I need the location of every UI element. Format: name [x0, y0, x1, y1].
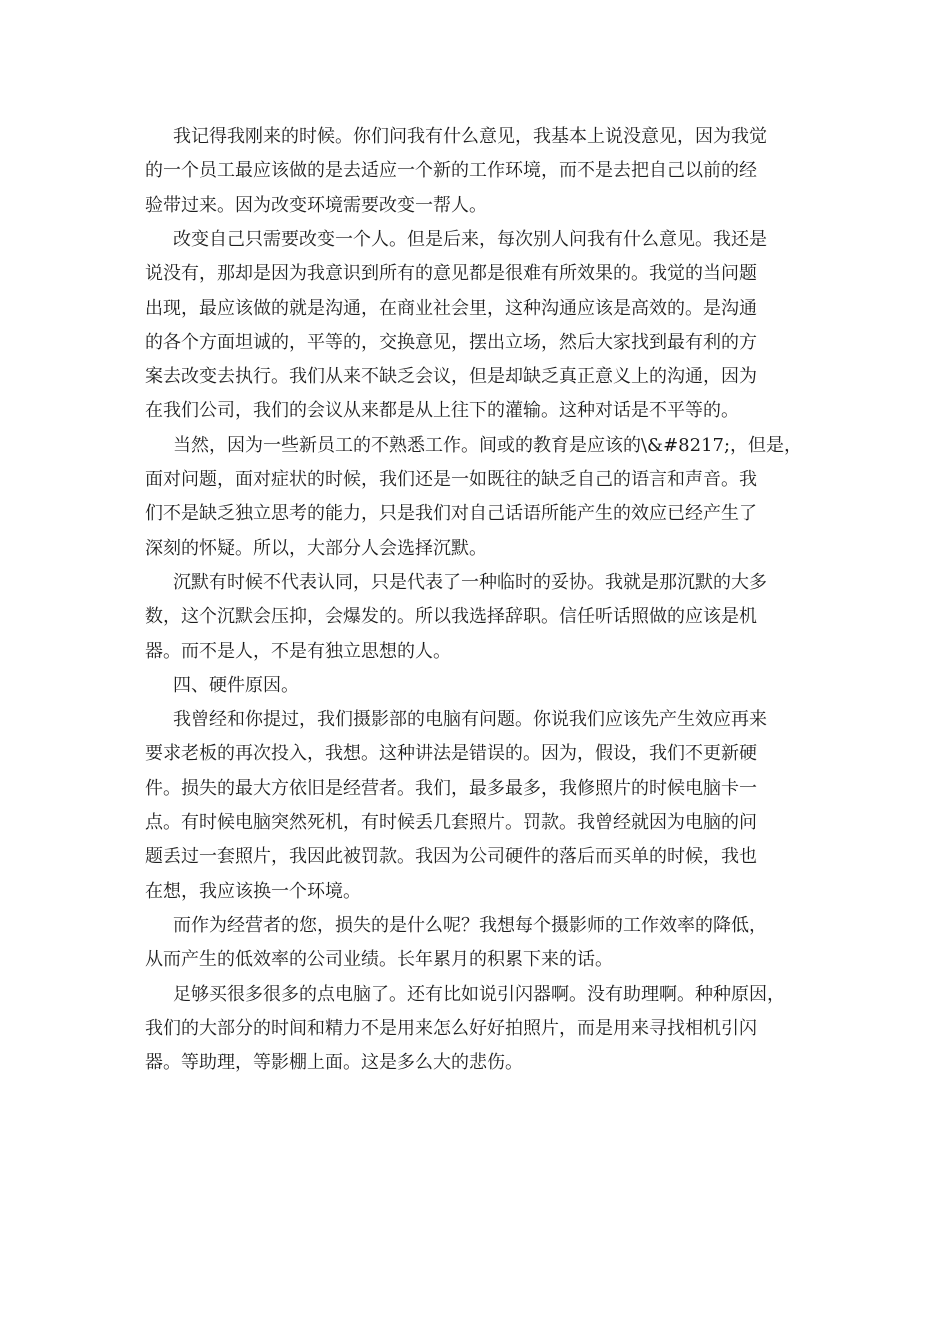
text-line: 沉默有时候不代表认同，只是代表了一种临时的妥协。我就是那沉默的大多 — [173, 571, 767, 593]
text-line: 在我们公司，我们的会议从来都是从上往下的灌输。这种对话是不平等的。 — [145, 400, 739, 422]
text-line: 们不是缺乏独立思考的能力，只是我们对自己话语所能产生的效应已经产生了 — [145, 503, 757, 525]
text-line: 我记得我刚来的时候。你们问我有什么意见，我基本上说没意见，因为我觉 — [173, 126, 767, 147]
text-line: 我曾经和你提过，我们摄影部的电脑有问题。你说我们应该先产生效应再来 — [173, 709, 767, 731]
text-line: 的各个方面坦诚的，平等的，交换意见，摆出立场，然后大家找到最有利的方 — [145, 331, 757, 353]
text-line: 深刻的怀疑。所以，大部分人会选择沉默。 — [145, 537, 487, 559]
text-line: 案去改变去执行。我们从来不缺乏会议，但是却缺乏真正意义上的沟通，因为 — [145, 366, 757, 388]
text-line: 足够买很多很多的点电脑了。还有比如说引闪器啊。没有助理啊。种种原因， — [173, 983, 785, 1005]
text-line: 改变自己只需要改变一个人。但是后来，每次别人问我有什么意见。我还是 — [173, 228, 767, 250]
text-line: 件。损失的最大方依旧是经营者。我们，最多最多，我修照片的时候电脑卡一 — [145, 777, 757, 799]
text-line: 当然，因为一些新员工的不熟悉工作。间或的教育是应该的\&#8217;，但是， — [173, 434, 803, 456]
text-line: 的一个员工最应该做的是去适应一个新的工作环境，而不是去把自己以前的经 — [145, 160, 757, 182]
text-line: 出现，最应该做的就是沟通，在商业社会里，这种沟通应该是高效的。是沟通 — [145, 297, 757, 319]
text-line: 要求老板的再次投入，我想。这种讲法是错误的。因为，假设，我们不更新硬 — [145, 743, 757, 765]
text-line: 在想，我应该换一个环境。 — [145, 880, 361, 902]
text-line: 数，这个沉默会压抑，会爆发的。所以我选择辞职。信任听话照做的应该是机 — [145, 606, 757, 628]
text-line: 器。而不是人，不是有独立思想的人。 — [145, 640, 451, 662]
text-line: 四、硬件原因。 — [173, 674, 299, 696]
text-line: 验带过来。因为改变环境需要改变一帮人。 — [145, 194, 487, 216]
text-line: 面对问题，面对症状的时候，我们还是一如既往的缺乏自己的语言和声音。我 — [145, 469, 757, 490]
text-line: 而作为经营者的您，损失的是什么呢？我想每个摄影师的工作效率的降低， — [173, 914, 767, 936]
text-line: 器。等助理，等影棚上面。这是多么大的悲伤。 — [145, 1052, 523, 1074]
text-line: 题丢过一套照片，我因此被罚款。我因为公司硬件的落后而买单的时候，我也 — [145, 846, 757, 868]
text-line: 说没有，那却是因为我意识到所有的意见都是很难有所效果的。我觉的当问题 — [145, 263, 757, 285]
text-line: 从而产生的低效率的公司业绩。长年累月的积累下来的话。 — [145, 949, 613, 971]
text-line: 点。有时候电脑突然死机，有时候丢几套照片。罚款。我曾经就因为电脑的问 — [145, 812, 757, 833]
text-line: 我们的大部分的时间和精力不是用来怎么好好拍照片，而是用来寻找相机引闪 — [145, 1017, 757, 1039]
